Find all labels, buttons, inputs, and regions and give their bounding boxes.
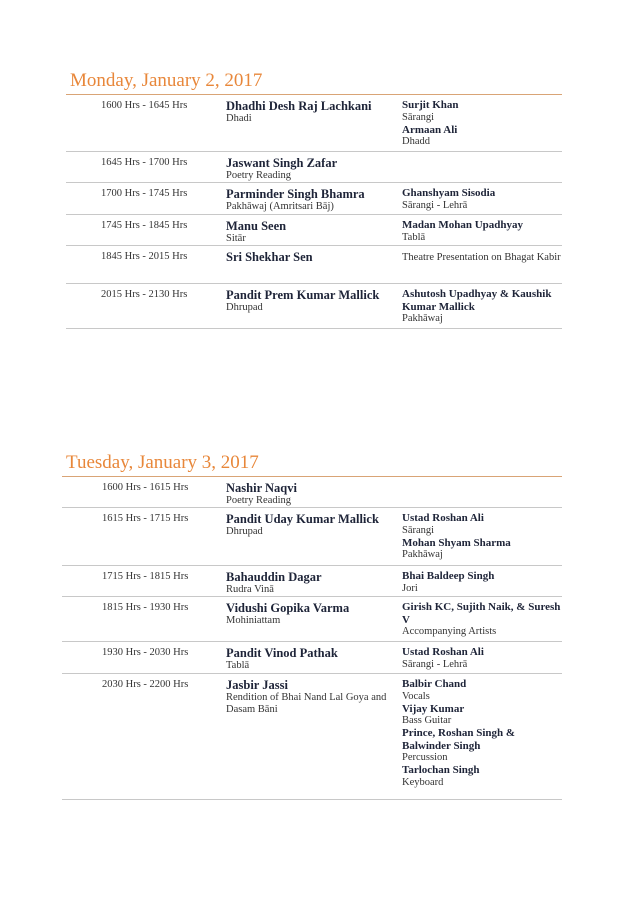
- performance-type: Tablā: [226, 660, 250, 671]
- time-slot: 1600 Hrs - 1615 Hrs: [102, 482, 189, 493]
- performance-type: Sitār: [226, 233, 246, 244]
- time-slot: 1645 Hrs - 1700 Hrs: [101, 157, 188, 168]
- time-slot: 1600 Hrs - 1645 Hrs: [101, 100, 188, 111]
- accompanist-name: Ustad Roshan Ali: [402, 512, 484, 524]
- schedule-row: [66, 183, 562, 215]
- schedule-row: [62, 566, 562, 597]
- accompanist-name: Girish KC, Sujith Naik, & Suresh V: [402, 601, 561, 626]
- day-section-tuesday: [62, 452, 562, 800]
- accompanist-name: Prince, Roshan Singh & Balwinder Singh: [402, 727, 516, 752]
- schedule-row: [66, 152, 562, 183]
- accompanist-name: Balbir Chand: [402, 678, 467, 690]
- time-slot: 2015 Hrs - 2130 Hrs: [101, 289, 188, 300]
- performer-name: Jasbir Jassi: [226, 678, 288, 692]
- accompanist-instrument: Tablā: [402, 231, 426, 243]
- accompanist-name: Mohan Shyam Sharma: [402, 536, 511, 549]
- accompanist-instrument: Jori: [402, 582, 418, 594]
- performance-type: Rudra Vinā: [226, 584, 274, 595]
- accompanist-name: Ashutosh Upadhyay & Kaushik Kumar Mallick: [402, 288, 552, 313]
- accompanist-name: Bhai Baldeep Singh: [402, 570, 495, 582]
- accompanist-instrument: Percussion: [402, 752, 448, 763]
- schedule-row: [62, 674, 562, 800]
- performance-type: Rendition of Bhai Nand Lal Goya and Dasam Bāni: [226, 692, 387, 715]
- performance-description: Theatre Presentation on Bhagat Kabir: [402, 252, 561, 263]
- accompanist-instrument: Accompanying Artists: [402, 626, 497, 637]
- accompanist-name: Surjit Khan: [402, 99, 459, 111]
- time-slot: 1845 Hrs - 2015 Hrs: [101, 251, 188, 262]
- accompanist-name: Ghanshyam Sisodia: [402, 187, 496, 199]
- time-slot: 1930 Hrs - 2030 Hrs: [102, 647, 189, 658]
- performance-type: Dhrupad: [226, 526, 263, 537]
- performer-name: Jaswant Singh Zafar: [226, 156, 338, 170]
- time-slot: 1700 Hrs - 1745 Hrs: [101, 188, 188, 199]
- accompanist-name: Vijay Kumar: [402, 702, 465, 715]
- schedule-row: [62, 642, 562, 674]
- accompanist-name: Armaan Ali: [402, 123, 458, 136]
- time-slot: 1715 Hrs - 1815 Hrs: [102, 571, 189, 582]
- schedule-row: [66, 215, 562, 246]
- time-slot: 1615 Hrs - 1715 Hrs: [102, 513, 189, 524]
- performer-name: Manu Seen: [226, 219, 287, 233]
- performer-name: Vidushi Gopika Varma: [226, 601, 350, 615]
- schedule-row: [62, 508, 562, 566]
- accompanist-instrument: Sārangi: [402, 111, 435, 123]
- accompanist-name: Madan Mohan Upadhyay: [402, 219, 524, 231]
- day-title: Tuesday, January 3, 2017: [66, 452, 259, 473]
- performer-name: Pandit Vinod Pathak: [226, 646, 338, 660]
- accompanist-instrument: Pakhāwaj: [402, 549, 443, 560]
- schedule-row: [62, 477, 562, 508]
- accompanist-instrument: Sārangi - Lehrā: [402, 199, 468, 211]
- performer-name: Pandit Prem Kumar Mallick: [226, 288, 380, 302]
- performer-name: Bahauddin Dagar: [226, 570, 322, 584]
- accompanist-name: Ustad Roshan Ali: [402, 646, 484, 658]
- performance-type: Dhadi: [226, 113, 252, 124]
- performer-name: Pandit Uday Kumar Mallick: [226, 512, 379, 526]
- accompanist-instrument: Sārangi: [402, 524, 435, 536]
- performer-name: Nashir Naqvi: [226, 481, 297, 495]
- accompanist-name: Tarlochan Singh: [402, 764, 480, 776]
- accompanist-instrument: Pakhāwaj: [402, 313, 443, 324]
- performance-type: Pakhāwaj (Amritsari Bāj): [226, 201, 334, 212]
- performer-name: Dhadhi Desh Raj Lachkani: [226, 99, 372, 113]
- schedule-row: [66, 95, 562, 152]
- time-slot: 1745 Hrs - 1845 Hrs: [101, 220, 188, 231]
- performer-name: Parminder Singh Bhamra: [226, 187, 365, 201]
- time-slot: 1815 Hrs - 1930 Hrs: [102, 602, 189, 613]
- performer-name: Sri Shekhar Sen: [226, 250, 313, 264]
- accompanist-instrument: Keyboard: [402, 776, 444, 788]
- performance-type: Dhrupad: [226, 302, 263, 313]
- performance-type: Mohiniattam: [226, 615, 281, 626]
- day-section-monday: [66, 70, 562, 329]
- accompanist-instrument: Sārangi - Lehrā: [402, 658, 468, 670]
- schedule-row: [66, 284, 562, 329]
- schedule-row: [62, 597, 562, 642]
- time-slot: 2030 Hrs - 2200 Hrs: [102, 679, 189, 690]
- schedule-row: [66, 246, 562, 284]
- accompanist-instrument: Vocals: [402, 690, 430, 702]
- performance-type: Poetry Reading: [226, 495, 292, 506]
- day-title: Monday, January 2, 2017: [70, 70, 263, 91]
- accompanist-instrument: Bass Guitar: [402, 715, 452, 726]
- performance-type: Poetry Reading: [226, 170, 292, 181]
- accompanist-instrument: Dhadd: [402, 136, 430, 147]
